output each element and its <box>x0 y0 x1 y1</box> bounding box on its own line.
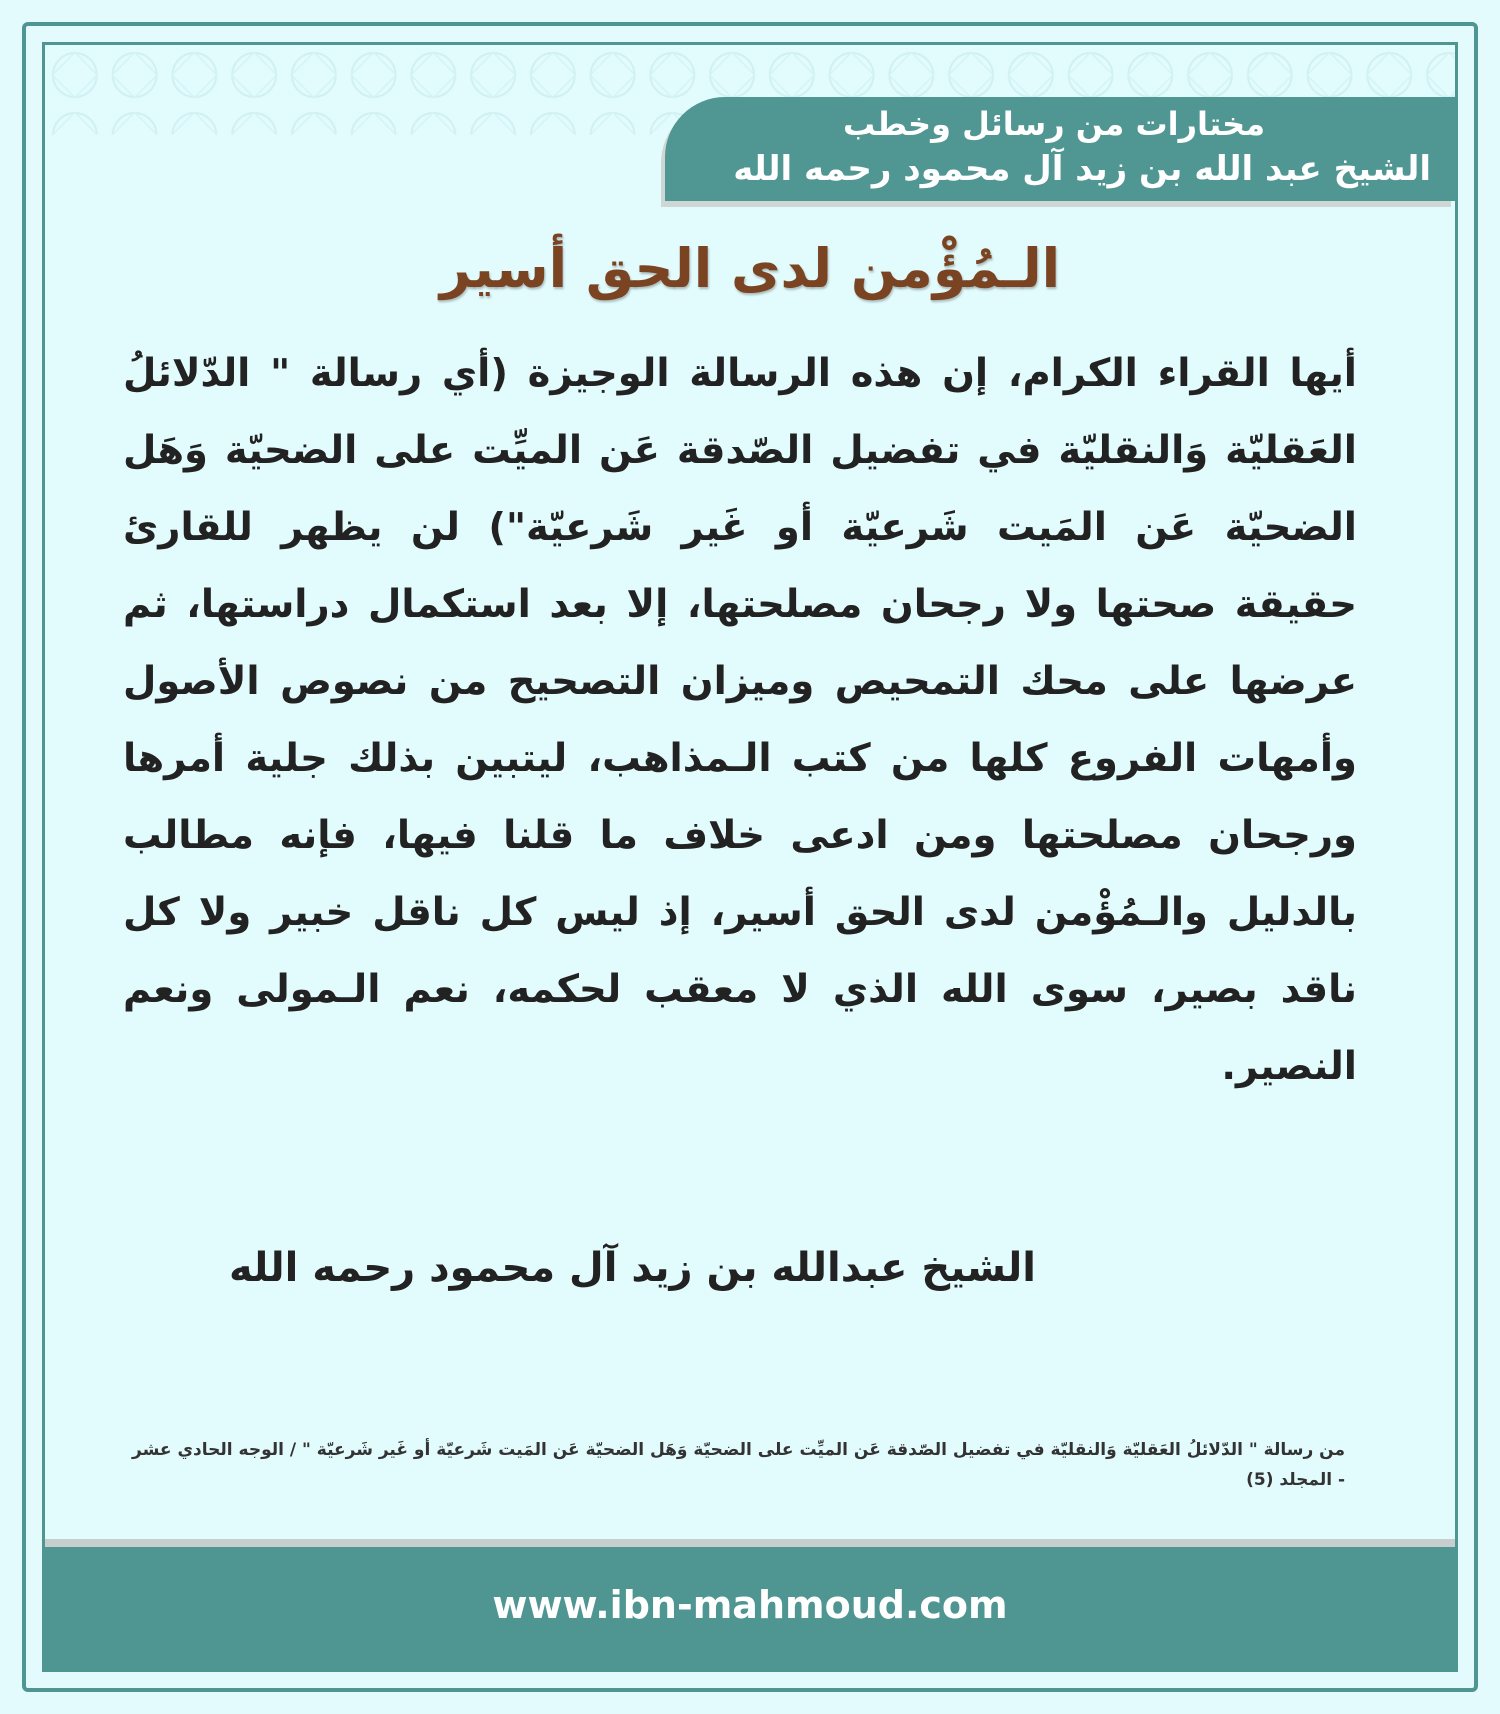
page-title: الـمُؤْمن لدى الحق أسير <box>439 237 1061 300</box>
website-link[interactable]: www.ibn-mahmoud.com <box>492 1583 1008 1627</box>
footer-bar <box>45 1539 1455 1669</box>
source-citation: من رسالة " الدّلائلُ العَقليّة وَالنقليّة في تفضيل الصّدقة عَن الميِّت على الضحيّة وَهَل الضحيّة عَن المَيت شَرعيّة أو غَير شَرعيّة " / الوجه الحادي عشر - المجلد (5) <box>132 1440 1345 1490</box>
header-author: الشيخ عبد الله بن زيد آل محمود رحمه الله <box>733 149 1431 189</box>
content-card <box>42 42 1458 1672</box>
body-paragraph: أيها القراء الكرام، إن هذه الرسالة الوجيزة (أي رسالة " الدّلائلُ العَقليّة وَالنقليّة في تفضيل الصّدقة عَن الميِّت على الضحيّة وَهَل الضحيّة عَن المَيت شَرعيّة أو غَير شَرعيّة") لن يظهر للقارئ حقيقة صحتها ولا رجحان مصلحتها، إلا بعد استكمال دراستها، ثم عرضها على محك التمحيص وميزان التصحيح من نصوص الأصول وأمهات الفروع كلها من كتب الـمذاهب، ليتبين بذلك جلية أمرها ورجحان مصلحتها ومن ادعى خلاف ما قلنا فيها، فإنه مطالب بالدليل والـمُؤْمن لدى الحق أسير، إذ ليس كل ناقل خبير ولا كل ناقد بصير، سوى الله الذي لا معقب لحكمه، نعم الـمولى ونعم النصير. <box>123 351 1357 1089</box>
header-subtitle: مختارات من رسائل وخطب <box>842 105 1265 143</box>
signature: الشيخ عبدالله بن زيد آل محمود رحمه الله <box>229 1245 1036 1291</box>
header-banner <box>665 97 1455 201</box>
